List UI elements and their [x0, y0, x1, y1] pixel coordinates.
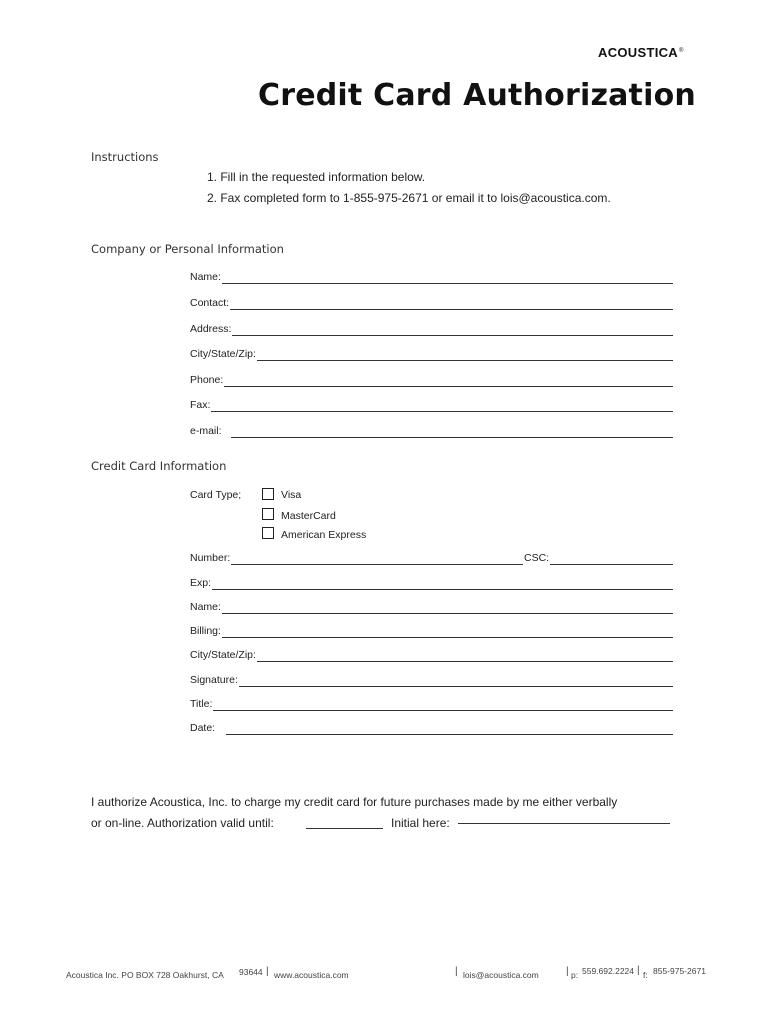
mastercard-label: MasterCard	[281, 510, 336, 522]
company-name-field[interactable]	[190, 270, 673, 284]
footer-phone-prefix: p:	[571, 970, 579, 980]
title-line[interactable]	[213, 710, 673, 711]
initial-label: Initial here:	[391, 816, 450, 830]
authorization-text-line1: I authorize Acoustica, Inc. to charge my credit card for future purchases made by me either verbally	[91, 795, 618, 809]
footer-fax: 855-975-2671	[653, 966, 706, 976]
card-number-line[interactable]	[231, 564, 523, 565]
address-line[interactable]	[232, 335, 673, 336]
email-line[interactable]	[231, 437, 673, 438]
email-field[interactable]	[190, 424, 673, 438]
initial-line[interactable]	[458, 823, 670, 824]
exp-label: Exp:	[190, 577, 212, 589]
title-field[interactable]	[190, 697, 673, 711]
date-label: Date:	[190, 722, 216, 734]
email-label: e-mail:	[190, 425, 222, 437]
footer-zip: 93644	[239, 967, 263, 977]
registered-mark: ®	[678, 47, 684, 54]
footer-company: Acoustica Inc. PO BOX 728 Oakhurst, CA	[66, 970, 224, 980]
card-info-heading: Credit Card Information	[91, 459, 227, 473]
authorization-text-line2: or on-line. Authorization valid until:	[91, 816, 274, 830]
card-number-label: Number:	[190, 552, 231, 564]
logo-text: ACOUSTICA	[598, 45, 678, 60]
footer-separator: |	[637, 965, 640, 976]
billing-label: Billing:	[190, 625, 221, 637]
amex-checkbox[interactable]	[262, 527, 274, 539]
csc-line[interactable]	[550, 564, 673, 565]
contact-label: Contact:	[190, 297, 230, 309]
company-city-label: City/State/Zip:	[190, 348, 256, 360]
phone-line[interactable]	[224, 386, 673, 387]
company-name-label: Name:	[190, 271, 221, 283]
billing-city-line[interactable]	[257, 661, 673, 662]
footer-fax-prefix: f:	[643, 970, 648, 980]
card-number-field[interactable]	[190, 551, 523, 565]
signature-line[interactable]	[239, 686, 673, 687]
footer-email[interactable]: lois@acoustica.com	[463, 970, 539, 980]
cardholder-name-line[interactable]	[222, 613, 673, 614]
company-logo	[598, 45, 684, 60]
cardholder-name-field[interactable]	[190, 600, 673, 614]
footer-separator: |	[266, 966, 269, 977]
footer-separator: |	[455, 966, 458, 977]
date-field[interactable]	[190, 721, 673, 735]
phone-label: Phone:	[190, 374, 224, 386]
visa-checkbox[interactable]	[262, 488, 274, 500]
amex-label: American Express	[281, 529, 367, 541]
footer-phone: 559.692.2224	[582, 966, 634, 976]
billing-city-field[interactable]	[190, 648, 673, 662]
signature-field[interactable]	[190, 673, 673, 687]
instruction-step-1: 1. Fill in the requested information below.	[207, 170, 426, 184]
company-city-field[interactable]	[190, 347, 673, 361]
company-info-heading: Company or Personal Information	[91, 242, 284, 256]
csc-field[interactable]	[524, 551, 673, 565]
company-city-line[interactable]	[257, 360, 673, 361]
phone-field[interactable]	[190, 373, 673, 387]
csc-label: CSC:	[524, 552, 550, 564]
billing-city-label: City/State/Zip:	[190, 649, 256, 661]
exp-line[interactable]	[212, 589, 673, 590]
instruction-step-2: 2. Fax completed form to 1-855-975-2671 or email it to lois@acoustica.com.	[207, 191, 611, 205]
title-label: Title:	[190, 698, 213, 710]
address-field[interactable]	[190, 322, 673, 336]
contact-line[interactable]	[230, 309, 673, 310]
valid-until-line[interactable]	[306, 828, 383, 829]
fax-field[interactable]	[190, 398, 673, 412]
footer-separator: |	[566, 966, 569, 977]
page-title: Credit Card Authorization	[258, 78, 696, 113]
exp-field[interactable]	[190, 576, 673, 590]
cardholder-name-label: Name:	[190, 601, 221, 613]
contact-field[interactable]	[190, 296, 673, 310]
fax-label: Fax:	[190, 399, 211, 411]
date-line[interactable]	[226, 734, 673, 735]
billing-line[interactable]	[222, 637, 673, 638]
mastercard-checkbox[interactable]	[262, 508, 274, 520]
address-label: Address:	[190, 323, 232, 335]
instructions-heading: Instructions	[91, 150, 159, 164]
card-type-label: Card Type;	[190, 489, 242, 501]
billing-field[interactable]	[190, 624, 673, 638]
company-name-line[interactable]	[222, 283, 673, 284]
visa-label: Visa	[281, 489, 302, 501]
footer-website[interactable]: www.acoustica.com	[274, 970, 349, 980]
fax-line[interactable]	[211, 411, 673, 412]
signature-label: Signature:	[190, 674, 238, 686]
